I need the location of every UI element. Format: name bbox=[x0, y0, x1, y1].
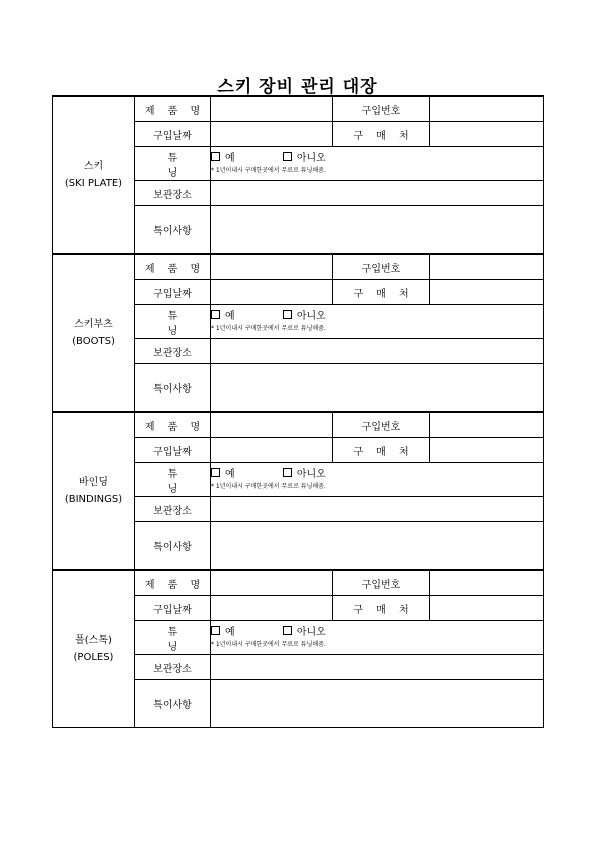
storage-label: 보관장소 bbox=[135, 181, 211, 206]
equipment-name: 스키 bbox=[83, 161, 104, 172]
tuning-options-cell bbox=[211, 463, 544, 497]
product-name-label: 제 품 명 bbox=[135, 570, 211, 596]
vendor-input[interactable] bbox=[430, 122, 544, 147]
tuning-no-label: 아니오 bbox=[296, 627, 326, 638]
equipment-english-name: (SKI PLATE) bbox=[64, 178, 123, 189]
equipment-name: 폴(스톡) bbox=[75, 635, 112, 646]
tuning-note: * 1년이내시 구매한곳에서 무료로 튜닝해줌. bbox=[211, 325, 326, 332]
tuning-yes-checkbox[interactable] bbox=[211, 152, 220, 161]
product-name-label: 제 품 명 bbox=[135, 96, 211, 122]
tuning-label: 튜 닝 bbox=[135, 305, 211, 339]
vendor-input[interactable] bbox=[430, 596, 544, 621]
purchase-number-input[interactable] bbox=[430, 254, 544, 280]
purchase-number-label: 구입번호 bbox=[333, 412, 430, 438]
product-name-input[interactable] bbox=[211, 254, 333, 280]
remarks-label: 특이사항 bbox=[135, 522, 211, 571]
tuning-note: * 1년이내시 구매한곳에서 무료로 튜닝해줌. bbox=[211, 641, 326, 648]
equipment-english-name: (POLES) bbox=[73, 652, 114, 663]
remarks-label: 특이사항 bbox=[135, 206, 211, 255]
tuning-yes-label: 예 bbox=[225, 469, 235, 480]
tuning-no-checkbox[interactable] bbox=[283, 468, 292, 477]
equipment-category-cell bbox=[53, 96, 135, 254]
tuning-no-checkbox[interactable] bbox=[283, 310, 292, 319]
purchase-date-input[interactable] bbox=[211, 280, 333, 305]
purchase-number-label: 구입번호 bbox=[333, 254, 430, 280]
tuning-no-checkbox[interactable] bbox=[283, 152, 292, 161]
equipment-name: 바인딩 bbox=[79, 477, 108, 488]
product-name-row bbox=[53, 96, 544, 122]
vendor-input[interactable] bbox=[430, 438, 544, 463]
purchase-number-input[interactable] bbox=[430, 570, 544, 596]
tuning-yes-checkbox[interactable] bbox=[211, 310, 220, 319]
purchase-number-label: 구입번호 bbox=[333, 96, 430, 122]
tuning-note: * 1년이내시 구매한곳에서 무료로 튜닝해줌. bbox=[211, 483, 326, 490]
remarks-input[interactable] bbox=[211, 364, 544, 413]
purchase-date-input[interactable] bbox=[211, 596, 333, 621]
purchase-date-label: 구입날짜 bbox=[135, 280, 211, 305]
purchase-date-input[interactable] bbox=[211, 438, 333, 463]
equipment-english-name: (BINDINGS) bbox=[64, 494, 123, 505]
tuning-yes-label: 예 bbox=[225, 153, 235, 164]
remarks-label: 특이사항 bbox=[135, 364, 211, 413]
storage-input[interactable] bbox=[211, 339, 544, 364]
tuning-no-checkbox[interactable] bbox=[283, 626, 292, 635]
vendor-input[interactable] bbox=[430, 280, 544, 305]
equipment-name: 스키부츠 bbox=[74, 319, 113, 330]
tuning-note: * 1년이내시 구매한곳에서 무료로 튜닝해줌. bbox=[211, 167, 326, 174]
tuning-options-cell bbox=[211, 305, 544, 339]
product-name-row bbox=[53, 412, 544, 438]
equipment-ledger-table bbox=[52, 95, 544, 728]
tuning-label: 튜 닝 bbox=[135, 463, 211, 497]
purchase-date-label: 구입날짜 bbox=[135, 596, 211, 621]
storage-input[interactable] bbox=[211, 181, 544, 206]
storage-input[interactable] bbox=[211, 497, 544, 522]
purchase-date-label: 구입날짜 bbox=[135, 438, 211, 463]
tuning-yes-checkbox[interactable] bbox=[211, 468, 220, 477]
tuning-yes-label: 예 bbox=[225, 627, 235, 638]
tuning-label: 튜 닝 bbox=[135, 621, 211, 655]
storage-label: 보관장소 bbox=[135, 497, 211, 522]
product-name-row bbox=[53, 570, 544, 596]
storage-input[interactable] bbox=[211, 655, 544, 680]
purchase-number-label: 구입번호 bbox=[333, 570, 430, 596]
tuning-no-label: 아니오 bbox=[296, 311, 326, 322]
purchase-date-input[interactable] bbox=[211, 122, 333, 147]
page-title: 스키 장비 관리 대장 bbox=[217, 77, 378, 97]
storage-label: 보관장소 bbox=[135, 655, 211, 680]
product-name-input[interactable] bbox=[211, 412, 333, 438]
tuning-label: 튜 닝 bbox=[135, 147, 211, 181]
vendor-label: 구 매 처 bbox=[333, 280, 430, 305]
product-name-input[interactable] bbox=[211, 96, 333, 122]
tuning-options-cell bbox=[211, 621, 544, 655]
purchase-date-label: 구입날짜 bbox=[135, 122, 211, 147]
tuning-no-label: 아니오 bbox=[296, 153, 326, 164]
tuning-yes-checkbox[interactable] bbox=[211, 626, 220, 635]
remarks-input[interactable] bbox=[211, 680, 544, 728]
equipment-english-name: (BOOTS) bbox=[72, 336, 115, 347]
remarks-input[interactable] bbox=[211, 206, 544, 255]
vendor-label: 구 매 처 bbox=[333, 596, 430, 621]
product-name-label: 제 품 명 bbox=[135, 412, 211, 438]
purchase-number-input[interactable] bbox=[430, 412, 544, 438]
vendor-label: 구 매 처 bbox=[333, 438, 430, 463]
remarks-label: 특이사항 bbox=[135, 680, 211, 728]
product-name-input[interactable] bbox=[211, 570, 333, 596]
purchase-number-input[interactable] bbox=[430, 96, 544, 122]
equipment-category-cell bbox=[53, 254, 135, 412]
equipment-category-cell bbox=[53, 570, 135, 728]
tuning-options-cell bbox=[211, 147, 544, 181]
product-name-row bbox=[53, 254, 544, 280]
vendor-label: 구 매 처 bbox=[333, 122, 430, 147]
remarks-input[interactable] bbox=[211, 522, 544, 571]
equipment-category-cell bbox=[53, 412, 135, 570]
product-name-label: 제 품 명 bbox=[135, 254, 211, 280]
tuning-yes-label: 예 bbox=[225, 311, 235, 322]
tuning-no-label: 아니오 bbox=[296, 469, 326, 480]
storage-label: 보관장소 bbox=[135, 339, 211, 364]
